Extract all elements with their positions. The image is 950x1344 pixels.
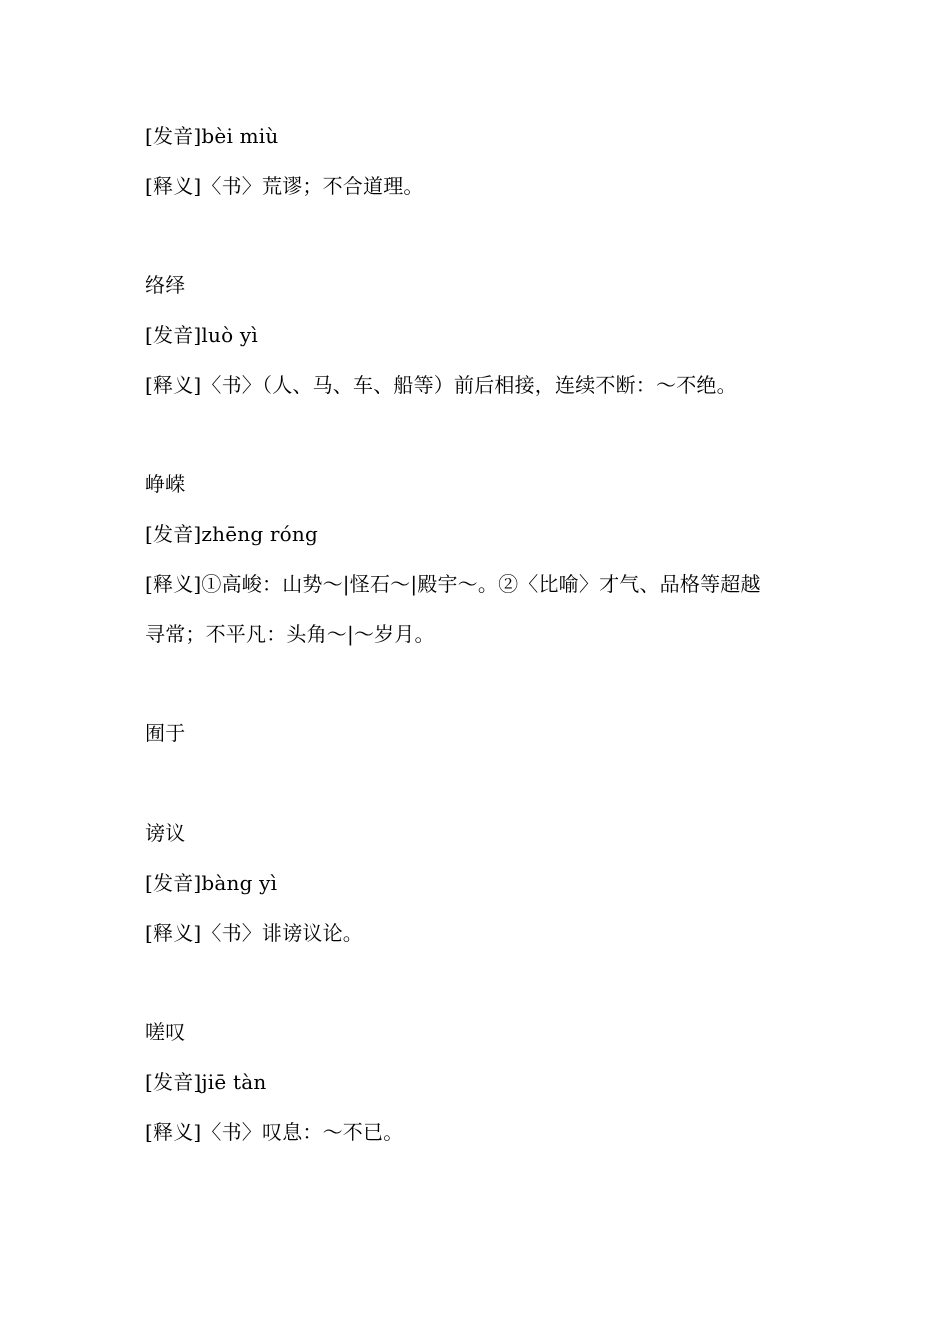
entry-6-pronunciation: [发音]jiē tàn <box>145 1070 267 1094</box>
entry-6-definition: [释义]〈书〉叹息：～不已。 <box>145 1120 404 1144</box>
entry-2-headword: 络绎 <box>145 273 186 297</box>
entry-3-headword: 峥嵘 <box>145 472 186 496</box>
entry-4-headword: 囿于 <box>145 721 186 745</box>
entry-3-pronunciation: [发音]zhēng róng <box>145 522 318 546</box>
entry-2-definition: [释义]〈书〉（人、马、车、船等）前后相接，连续不断：～不绝。 <box>145 373 737 397</box>
entry-5-pronunciation: [发音]bàng yì <box>145 871 278 895</box>
entry-2-pronunciation: [发音]luò yì <box>145 323 258 347</box>
entry-5-definition: [释义]〈书〉诽谤议论。 <box>145 921 364 945</box>
entry-1-pronunciation: [发音]bèi miù <box>145 124 279 148</box>
entry-6-headword: 嗟叹 <box>145 1020 186 1044</box>
entry-3-definition-line-2: 寻常；不平凡：头角～|～岁月。 <box>145 622 435 646</box>
entry-5-headword: 谤议 <box>145 821 186 845</box>
entry-1-definition: [释义]〈书〉荒谬；不合道理。 <box>145 174 424 198</box>
entry-3-definition-line-1: [释义]①高峻：山势～|怪石～|殿宇～。②〈比喻〉才气、品格等超越 <box>145 572 761 596</box>
